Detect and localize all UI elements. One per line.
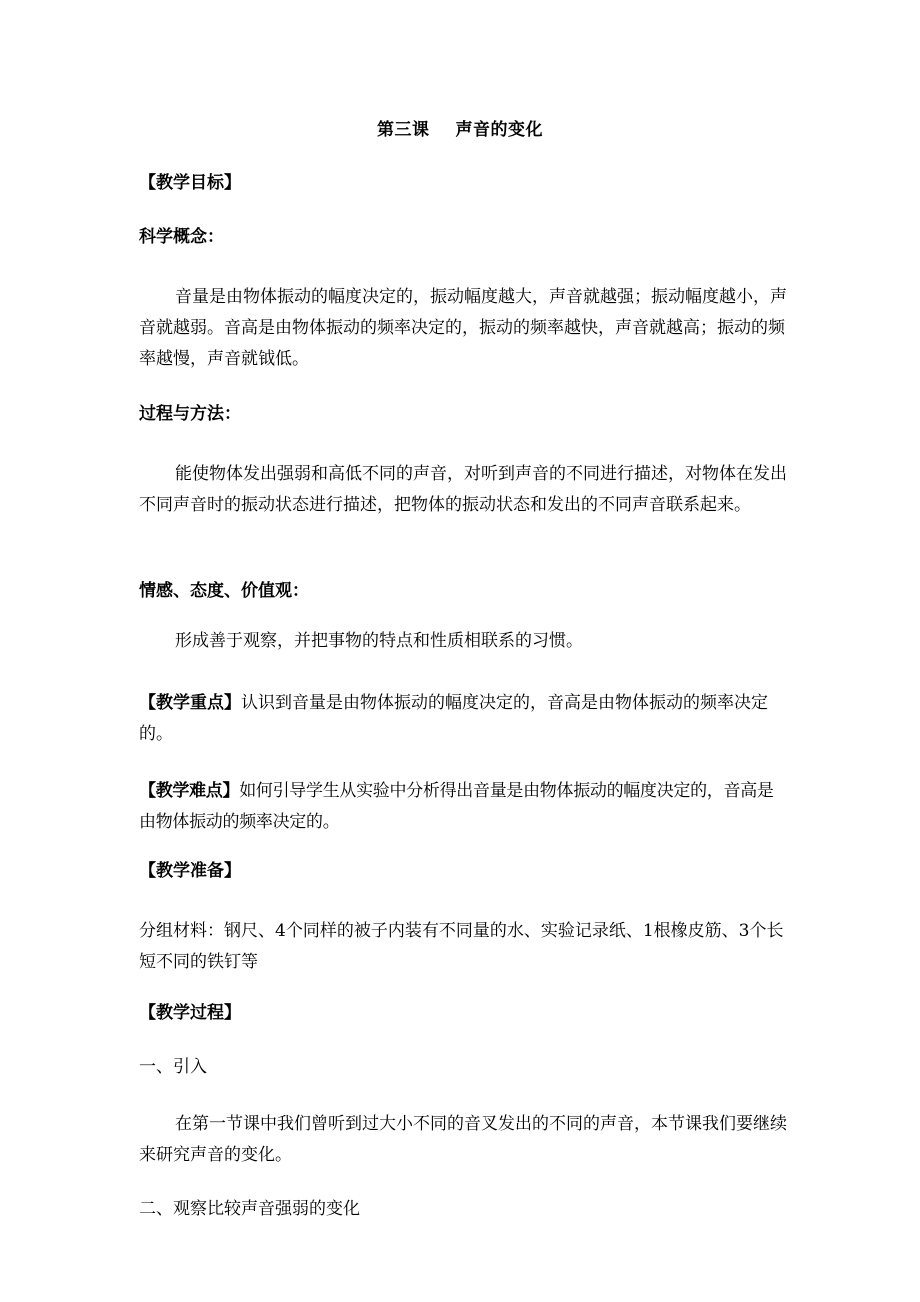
attitude-paragraph: 形成善于观察，并把事物的特点和性质相联系的习惯。 [175,631,583,651]
prep-heading: 【教学准备】 [139,861,241,881]
concept-paragraph: 音量是由物体振动的幅度决定的，振动幅度越大，声音就越强；振动幅度越小，声音就越弱。音高是由物体振动的频率决定的，振动的频率越快，声音就越高；振动的频率越慢，声音就钺低。 [139,287,787,369]
lesson-title [0,116,920,144]
concept-heading: 科学概念： [139,227,224,247]
process-heading: 过程与方法： [139,404,241,424]
attitude-heading: 情感、态度、价值观： [139,581,309,601]
objectives-heading: 【教学目标】 [139,173,241,193]
step2-heading: 二、观察比较声音强弱的变化 [139,1199,360,1219]
key-point-label: 【教学重点】 [139,693,241,713]
key-point-paragraph [139,688,789,750]
prep-paragraph: 分组材料：钢尺、4个同样的被子内装有不同量的水、实验记录纸、1根橡皮筋、3个长短不同的铁钉等 [139,921,784,972]
lesson-name: 声音的变化 [455,120,543,140]
lesson-number: 第三课 [377,120,430,140]
difficulty-text: 如何引导学生从实验中分析得出音量是由物体振动的幅度决定的，音高是由物体振动的频率决定的。 [139,781,774,832]
difficulty-paragraph [139,776,789,838]
procedure-heading: 【教学过程】 [139,1003,241,1023]
key-point-text: 认识到音量是由物体振动的幅度决定的，音高是由物体振动的频率决定的。 [139,693,768,744]
difficulty-label: 【教学难点】 [139,781,240,801]
process-paragraph: 能使物体发出强弱和高低不同的声音，对听到声音的不同进行描述，对物体在发出不同声音时的振动状态进行描述，把物体的振动状态和发出的不同声音联系起来。 [139,464,787,515]
step1-heading: 一、引入 [139,1057,207,1077]
step1-paragraph: 在第一节课中我们曾听到过大小不同的音叉发出的不同的声音，本节课我们要继续来研究声音的变化。 [139,1114,787,1165]
